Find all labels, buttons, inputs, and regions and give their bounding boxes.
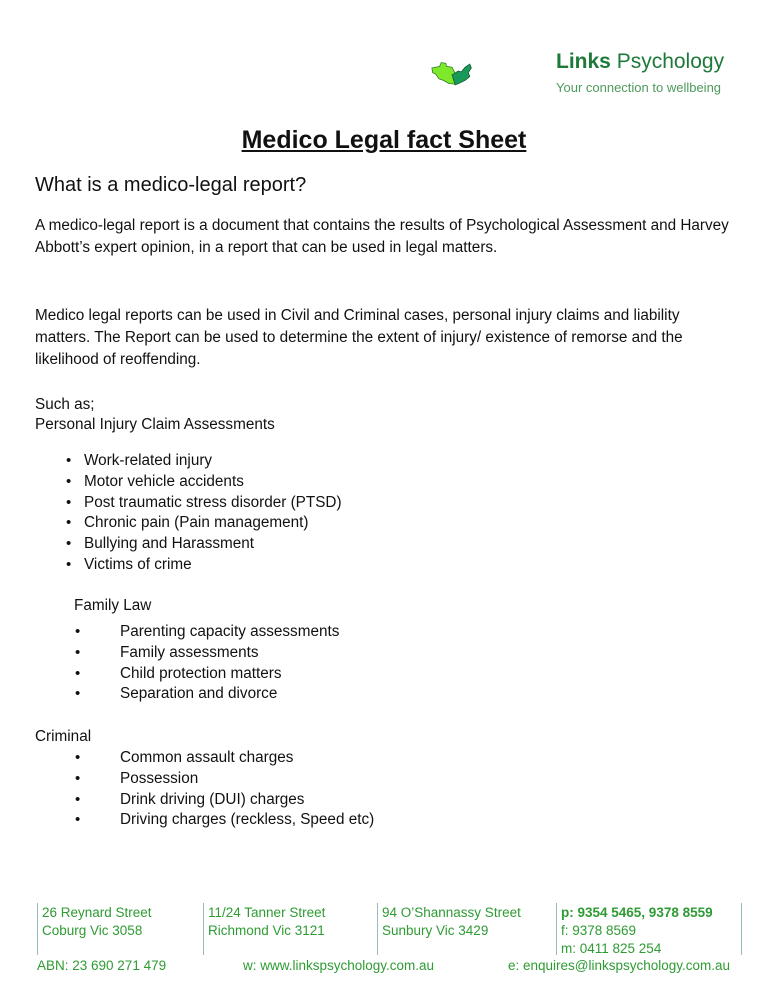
email-link[interactable]: e: enquires@linkspsychology.com.au [508, 958, 731, 973]
divider [741, 903, 742, 955]
list-item: • Driving charges (reckless, Speed etc) [120, 810, 374, 831]
website-link[interactable]: w: www.linkspsychology.com.au [243, 958, 435, 973]
paragraph: A medico-legal report is a document that contains the results of Psychological Assessment and Harvey Abbott’s expert opinion, in a report that can be used in legal matters. [35, 217, 729, 256]
divider [37, 903, 38, 955]
phone: p: 9354 5465, 9378 8559 [561, 905, 713, 920]
fax: f: 9378 8569 [561, 923, 637, 938]
brand-tagline: Your connection to wellbeing [556, 80, 722, 95]
list-item: • Victims of crime [84, 555, 342, 576]
brand-name: Links Psychology [556, 50, 725, 73]
list-item: • Chronic pain (Pain management) [84, 513, 342, 534]
list-item: • Parenting capacity assessments [120, 622, 339, 643]
puzzle-pieces-logo-icon [428, 38, 548, 108]
divider [377, 903, 378, 955]
page-title: Medico Legal fact Sheet [241, 126, 527, 154]
list-item: • Child protection matters [120, 664, 339, 685]
office-address: 94 O’Shannassy Street Sunbury Vic 3429 [382, 905, 521, 938]
category-heading: Family Law [74, 597, 152, 614]
category-heading: Criminal [35, 728, 92, 745]
list-item: • Drink driving (DUI) charges [120, 790, 374, 811]
list-item: • Post traumatic stress disorder (PTSD) [84, 493, 342, 514]
office-address: 11/24 Tanner Street Richmond Vic 3121 [208, 905, 326, 938]
list-item: • Bullying and Harassment [84, 534, 342, 555]
bullet-list [120, 622, 339, 705]
list-item: • Separation and divorce [120, 684, 339, 705]
contact-numbers [561, 904, 713, 958]
divider [556, 903, 557, 955]
list-item: • Motor vehicle accidents [84, 472, 342, 493]
paragraph: Medico legal reports can be used in Civil and Criminal cases, personal injury claims and liability matters. The Report can be used to determine the extent of injury/ existence of remorse and the likelihood of reoffending. [35, 307, 683, 368]
divider [203, 903, 204, 955]
list-item: • Possession [120, 769, 374, 790]
paragraph: Such as; [35, 396, 95, 413]
list-item: • Work-related injury [84, 451, 342, 472]
category-heading: Personal Injury Claim Assessments [35, 416, 275, 433]
abn: ABN: 23 690 271 479 [37, 958, 167, 973]
office-address: 26 Reynard Street Coburg Vic 3058 [42, 905, 152, 938]
mobile: m: 0411 825 254 [561, 941, 662, 956]
bullet-list [84, 451, 342, 576]
bullet-list [120, 748, 374, 831]
section-heading: What is a medico-legal report? [35, 174, 307, 196]
list-item: • Family assessments [120, 643, 339, 664]
list-item: • Common assault charges [120, 748, 374, 769]
